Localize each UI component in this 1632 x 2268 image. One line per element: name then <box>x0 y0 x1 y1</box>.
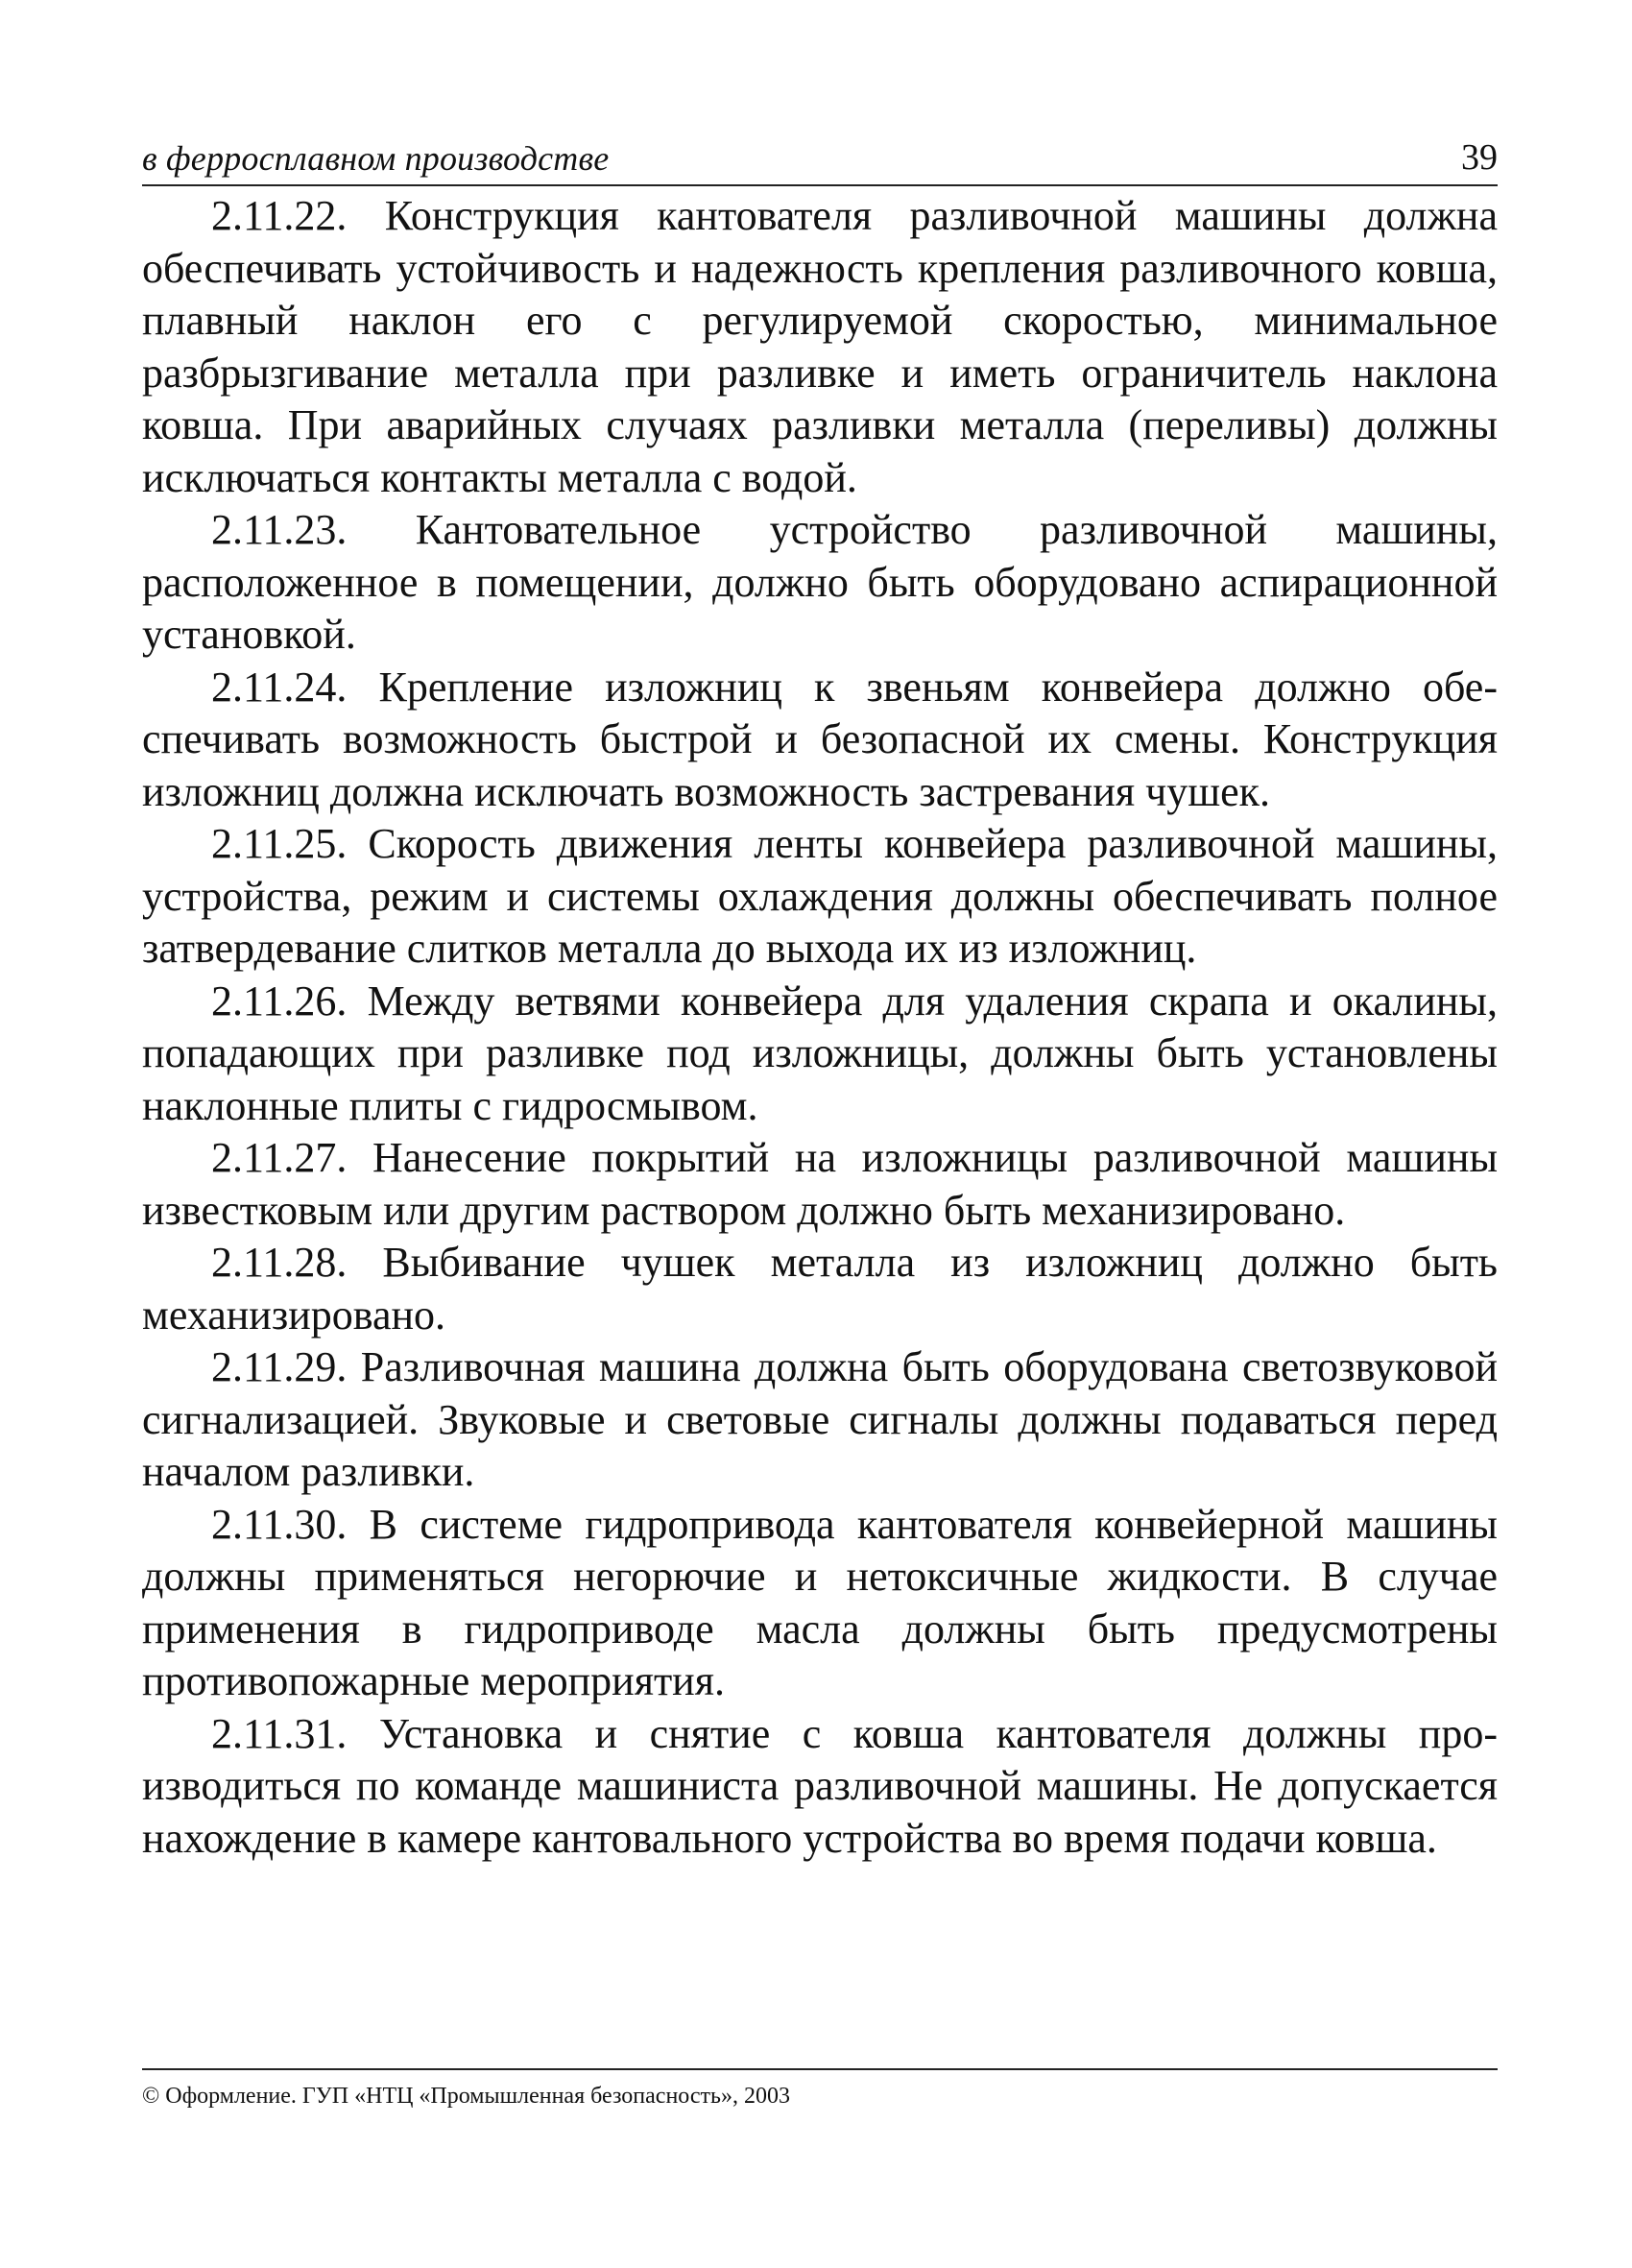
paragraph-2-11-27: 2.11.27. Нанесение покрытий на изложницы разливочной машины известковым или другим раствором должно быть механизировано. <box>142 1134 1498 1234</box>
paragraph-2-11-30: 2.11.30. В системе гидропривода кантователя конвейерной машины должны применяться негорючие и нетоксичные жидкости. В случае применения в гидроприводе масла должны быть предусмотрены противопожарные мероприятия. <box>142 1500 1498 1704</box>
running-title: в ферросплавном производстве <box>142 139 610 178</box>
page-footer <box>142 2068 1498 2110</box>
paragraph-2-11-23: 2.11.23. Кантовательное устройство разливочной машины, расположенное в помещении, должно быть оборудовано аспирационной установкой. <box>142 506 1498 658</box>
paragraph-2-11-28: 2.11.28. Выбивание чушек металла из изложниц должно быть механизировано. <box>142 1239 1498 1339</box>
paragraph-2-11-31: 2.11.31. Установка и снятие с ковша кантователя должны производиться по команде машиниста разливочной машины. Не допускается нахождение в камере кантовального устройства во время подачи ковша. <box>142 1709 1498 1862</box>
paragraph-2-11-24: 2.11.24. Крепление изложниц к звеньям конвейера должно обеспечивать возможность быстрой и безопасной их смены. Конструкция изложниц должна исключать возможность застревания чушек. <box>142 663 1498 815</box>
paragraph-2-11-22: 2.11.22. Конструкция кантователя разливочной машины должна обеспечивать устойчивость и надежность крепления разливочного ковша, плавный наклон его с регулируемой скоростью, минимальное разбрызгивание металла при разливке и иметь ограничитель наклона ковша. При аварийных случаях разливки металла (переливы) должны исключаться контакты металла с водой. <box>142 192 1498 501</box>
paragraph-2-11-26: 2.11.26. Между ветвями конвейера для удаления скрапа и окалины, попадающих при разливке под изложницы, должны быть установлены наклонные плиты с гидросмывом. <box>142 977 1498 1129</box>
page-number: 39 <box>1461 137 1498 178</box>
paragraph-2-11-25: 2.11.25. Скорость движения ленты конвейера разливочной машины, устройства, режим и системы охлаждения должны обеспечивать полное затвердевание слитков металла до выхода их из изложниц. <box>142 820 1498 972</box>
body-text <box>142 190 1498 1865</box>
copyright-notice: © Оформление. ГУП «НТЦ «Промышленная безопасность», 2003 <box>142 2084 790 2109</box>
document-page <box>142 134 1498 1865</box>
running-header <box>142 134 1498 186</box>
paragraph-2-11-29: 2.11.29. Разливочная машина должна быть оборудована светозвуковой сигнализацией. Звуковые и световые сигналы должны подаваться перед началом разливки. <box>142 1343 1498 1495</box>
